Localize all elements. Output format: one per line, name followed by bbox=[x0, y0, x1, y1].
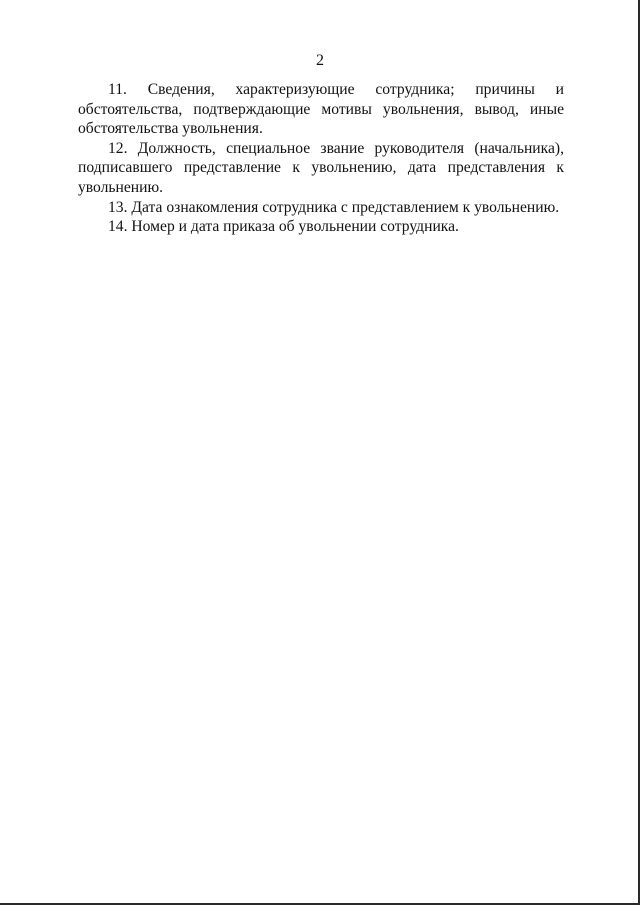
list-item-11: 11. Сведения, характеризующие сотрудника; причины и обстоятельства, подтверждающие мотивы увольнения, вывод, иные обстоятельства увольнения. bbox=[78, 81, 564, 138]
document-body bbox=[78, 80, 564, 237]
list-item-12: 12. Должность, специальное звание руководителя (начальника), подписавшего представление к увольнению, дата представления к увольнению. bbox=[78, 139, 564, 196]
list-item-14: 14. Номер и дата приказа об увольнении сотрудника. bbox=[108, 218, 459, 236]
list-item-13: 13. Дата ознакомления сотрудника с представлением к увольнению. bbox=[108, 198, 560, 216]
page-number: 2 bbox=[316, 52, 324, 69]
